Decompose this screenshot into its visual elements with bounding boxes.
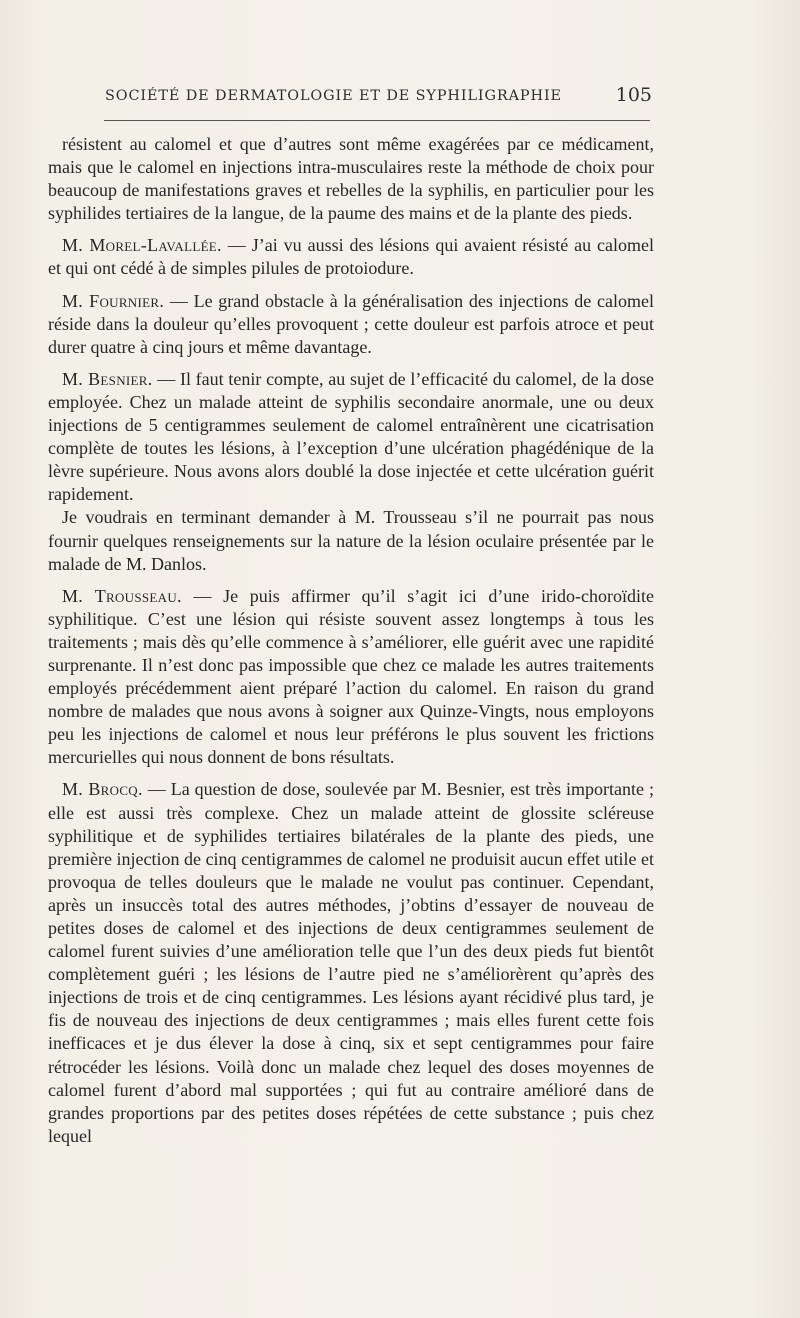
speaker-name: M. Trousseau.: [62, 585, 182, 606]
speaker-name: M. Besnier.: [62, 368, 153, 389]
paragraph-brocq: [48, 778, 654, 1148]
paragraph-text: — Il faut tenir compte, au sujet de l’efficacité du calomel, de la dose employée. Chez un malade atteint de syphilis secondaire anormale, une ou deux injections de 5 centigrammes seulement de calomel entraînèrent une cicatrisation complète de toutes les lésions, à l’exception d’une ulcération phagédénique de la lèvre supérieure. Nous avons alors doublé la dose injectée et cette ulcération guérit rapidement.: [48, 368, 654, 505]
speaker-name: M. Morel-Lavallée.: [62, 235, 222, 256]
running-title: SOCIÉTÉ DE DERMATOLOGIE ET DE SYPHILIGRAPHIE: [105, 88, 562, 104]
paragraph-text: Je voudrais en terminant demander à M. Trousseau s’il ne pourrait pas nous fournir quelques renseignements sur la nature de la lésion oculaire présentée par le malade de M. Danlos.: [48, 507, 654, 574]
header-rule: [104, 120, 650, 121]
paragraph-continuation: [48, 133, 654, 225]
paragraph-text: — Le grand obstacle à la généralisation des injections de calomel réside dans la douleur qu’elles provoquent ; cette douleur est parfois atroce et peut durer quatre à cinq jours et même davantage.: [48, 290, 654, 357]
paragraph-text: — Je puis affirmer qu’il s’agit ici d’une irido-choroïdite syphilitique. C’est une lésion qui résiste souvent assez longtemps à tous les traitements ; mais dès qu’elle commence à s’améliorer, elle guérit avec une rapidité surprenante. Il n’est donc pas impossible que chez ce malade les autres traitements employés précédemment aient préparé l’action du calomel. En raison du grand nombre de malades que nous avons à soigner aux Quinze-Vingts, nous employons peu les injections de calomel et nous leur préférons le plus souvent les frictions mercurielles qui nous donnent de bons résultats.: [48, 585, 654, 768]
speaker-name: M. Fournier.: [62, 290, 165, 311]
paragraph-morel-lavallee: [48, 234, 654, 280]
paragraph-text: — J’ai vu aussi des lésions qui avaient résisté au calomel et qui ont cédé à de simples pilules de protoiodure.: [48, 235, 655, 279]
paragraph-besnier: [48, 368, 654, 507]
speaker-name: M. Brocq.: [62, 779, 143, 800]
paragraph-text: résistent au calomel et que d’autres sont même exagérées par ce médicament, mais que le calomel en injections intra-musculaires reste la méthode de choix pour beaucoup de manifestations graves et rebelles de la syphilis, en particulier pour les syphilides tertiaires de la langue, de la paume des mains et de la plante des pieds.: [48, 134, 654, 224]
paragraph-text: — La question de dose, soulevée par M. Besnier, est très importante ; elle est aussi très complexe. Chez un malade atteint de glossite scléreuse syphilitique et de syphilides tertiaires bilatérales de la plante des pieds, une première injection de cinq centigrammes de calomel ne produisit aucun effet utile et provoqua de telles douleurs que le malade ne voulut pas continuer. Cependant, après un insuccès total des autres méthodes, j’obtins d’essayer de nouveau de petites doses de calomel et des injections de deux centigrammes seulement de calomel furent suivies d’une amélioration telle que l’un des deux pieds fut bientôt complètement guéri ; les lésions de l’autre pied ne s’améliorèrent qu’après des injections de trois et de cinq centigrammes. Les lésions ayant récidivé plus tard, je fis de nouveau des injections de deux centigrammes ; mais elles furent cette fois inefficaces et je dus élever la dose à cinq, six et sept centigrammes pour faire rétrocéder les lésions. Voilà donc un malade chez lequel des doses moyennes de calomel furent d’abord mal supportées ; qui fut au contraire amélioré dans de grandes proportions par des petites doses répétées de cette substance ; puis chez lequel: [48, 779, 654, 1146]
page-number: 105: [615, 84, 652, 106]
paragraph-besnier-question: [48, 506, 654, 575]
paragraph-trousseau: [48, 585, 654, 770]
page-header: [105, 84, 652, 110]
paragraph-fournier: [48, 290, 654, 359]
body-text: [48, 133, 654, 1148]
